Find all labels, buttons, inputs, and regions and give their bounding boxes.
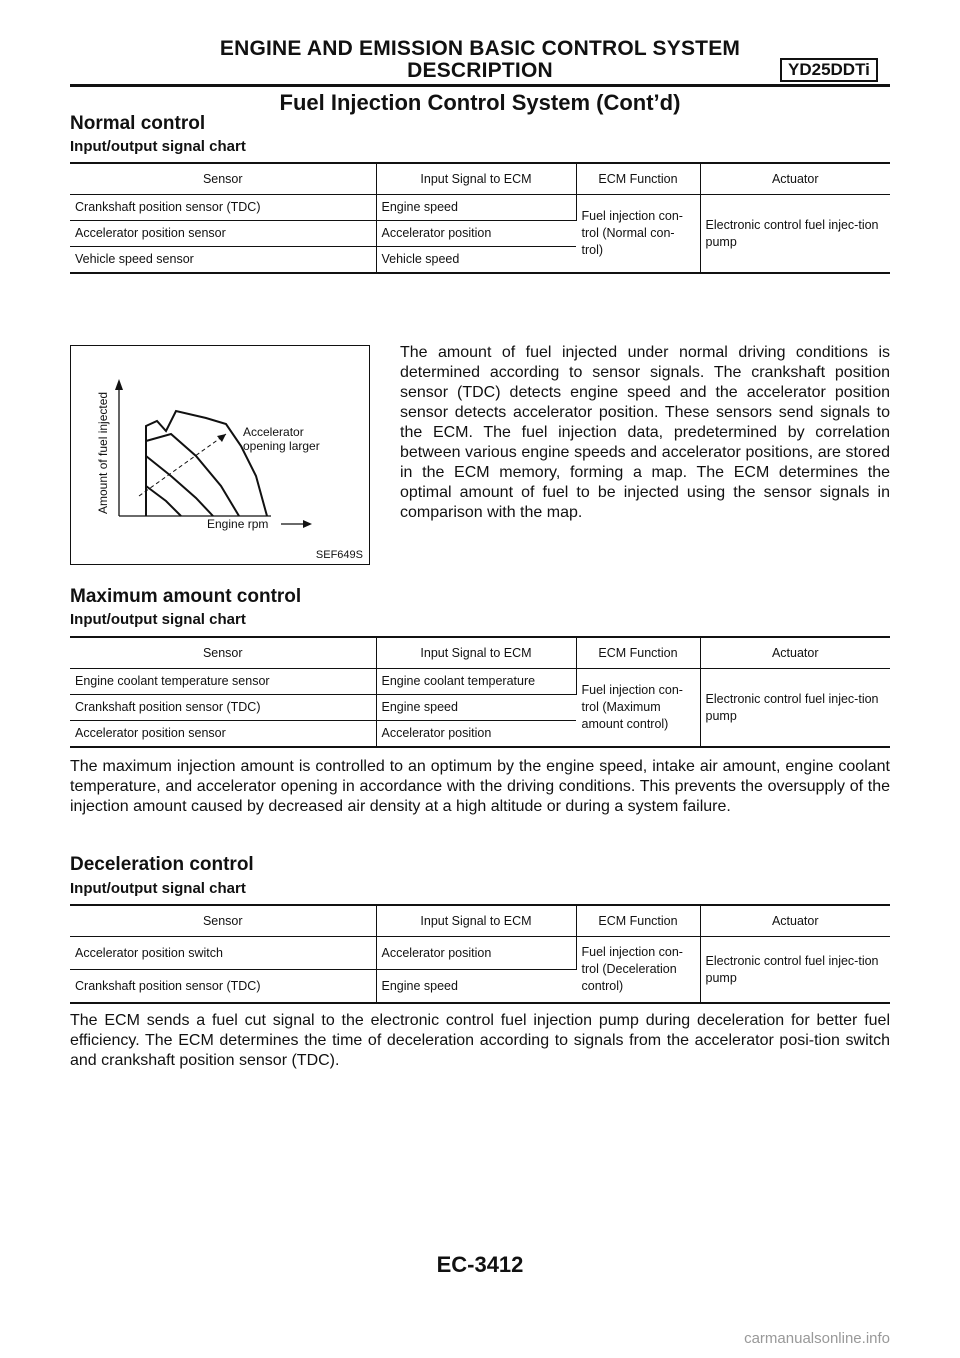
actuator-cell: Electronic control fuel injec-tion pump [700,669,890,748]
input-cell: Engine speed [376,195,576,221]
normal-control-heading: Normal control [70,113,206,134]
fuel-injection-graph [71,346,369,564]
col-input: Input Signal to ECM [376,163,576,195]
input-cell: Accelerator position [376,721,576,748]
y-axis-label: Amount of fuel injected [96,391,110,514]
function-cell: Fuel injection con-trol (Normal con-trol) [576,195,700,274]
table-row [70,937,890,970]
actuator-cell: Electronic control fuel injec-tion pump [700,195,890,274]
table-row [70,195,890,221]
col-actuator: Actuator [700,905,890,937]
normal-signal-table [70,162,890,274]
y-axis-arrow-icon [115,379,123,390]
sensor-cell: Engine coolant temperature sensor [70,669,376,695]
sensor-cell: Accelerator position switch [70,937,376,970]
maximum-signal-table [70,636,890,748]
maximum-control-heading: Maximum amount control [70,586,302,607]
input-cell: Vehicle speed [376,247,576,274]
model-badge: YD25DDTi [780,58,878,82]
x-axis-arrow-icon [303,520,312,528]
header-rule [70,84,890,87]
deceleration-chart-heading: Input/output signal chart [70,880,246,897]
curve-mid [146,434,239,516]
col-sensor: Sensor [70,905,376,937]
curve-min [146,486,181,516]
function-cell: Fuel injection con-trol (Maximum amount control) [576,669,700,748]
section-title: Fuel Injection Control System (Cont’d) [279,90,681,115]
col-actuator: Actuator [700,637,890,669]
function-cell: Fuel injection con-trol (Deceleration control) [576,937,700,1004]
annotation-line1: Accelerator [243,425,304,439]
input-cell: Engine speed [376,970,576,1004]
input-cell: Accelerator position [376,937,576,970]
normal-control-description: The amount of fuel injected under normal driving conditions is determined according to sensor signals. The crankshaft position sensor (TDC) detects engine speed and the accelerator position sensor detects accelerator position. These sensors send signals to the ECM. The fuel injection data, predetermined by correlation between various engine speeds and accelerator positions, are stored in the ECM memory, forming a map. The ECM determines the optimal amount of fuel to be injected using the sensor signals in comparison with the map. [400,344,890,521]
input-cell: Accelerator position [376,221,576,247]
input-cell: Engine coolant temperature [376,669,576,695]
dashed-arrow-head-icon [217,434,226,442]
col-input: Input Signal to ECM [376,905,576,937]
table-header-row [70,637,890,669]
watermark: carmanualsonline.info [744,1330,890,1347]
header-title-line1: ENGINE AND EMISSION BASIC CONTROL SYSTEM [219,37,741,60]
col-sensor: Sensor [70,163,376,195]
figure-code: SEF649S [315,549,363,561]
sensor-cell: Crankshaft position sensor (TDC) [70,970,376,1004]
x-axis-label: Engine rpm [207,517,269,531]
sensor-cell: Crankshaft position sensor (TDC) [70,195,376,221]
col-function: ECM Function [576,905,700,937]
annotation-line2: opening larger [243,439,320,453]
deceleration-control-description: The ECM sends a fuel cut signal to the electronic control fuel injection pump during deceleration for better fuel efficiency. The ECM determines the time of deceleration according to signals from the accelerator posi-tion switch and crankshaft position sensor (TDC). [70,1012,890,1069]
sensor-cell: Accelerator position sensor [70,721,376,748]
actuator-cell: Electronic control fuel injec-tion pump [700,937,890,1004]
page-number: EC-3412 [436,1252,524,1277]
sensor-cell: Vehicle speed sensor [70,247,376,274]
table-header-row [70,163,890,195]
col-function: ECM Function [576,637,700,669]
table-header-row [70,905,890,937]
col-sensor: Sensor [70,637,376,669]
sensor-cell: Accelerator position sensor [70,221,376,247]
table-row [70,669,890,695]
col-function: ECM Function [576,163,700,195]
input-cell: Engine speed [376,695,576,721]
sensor-cell: Crankshaft position sensor (TDC) [70,695,376,721]
maximum-control-description: The maximum injection amount is controlled to an optimum by the engine speed, intake air amount, engine coolant temperature, and accelerator opening in accordance with the driving conditions. This prevents the oversupply of the injection amount caused by decreased air density at a high altitude or during a system failure. [70,758,890,815]
col-input: Input Signal to ECM [376,637,576,669]
deceleration-signal-table [70,904,890,1004]
fuel-injection-map-figure [70,345,370,565]
normal-chart-heading: Input/output signal chart [70,138,246,155]
maximum-chart-heading: Input/output signal chart [70,611,246,628]
col-actuator: Actuator [700,163,890,195]
deceleration-control-heading: Deceleration control [70,854,254,875]
header-title-line2: DESCRIPTION [407,59,553,82]
